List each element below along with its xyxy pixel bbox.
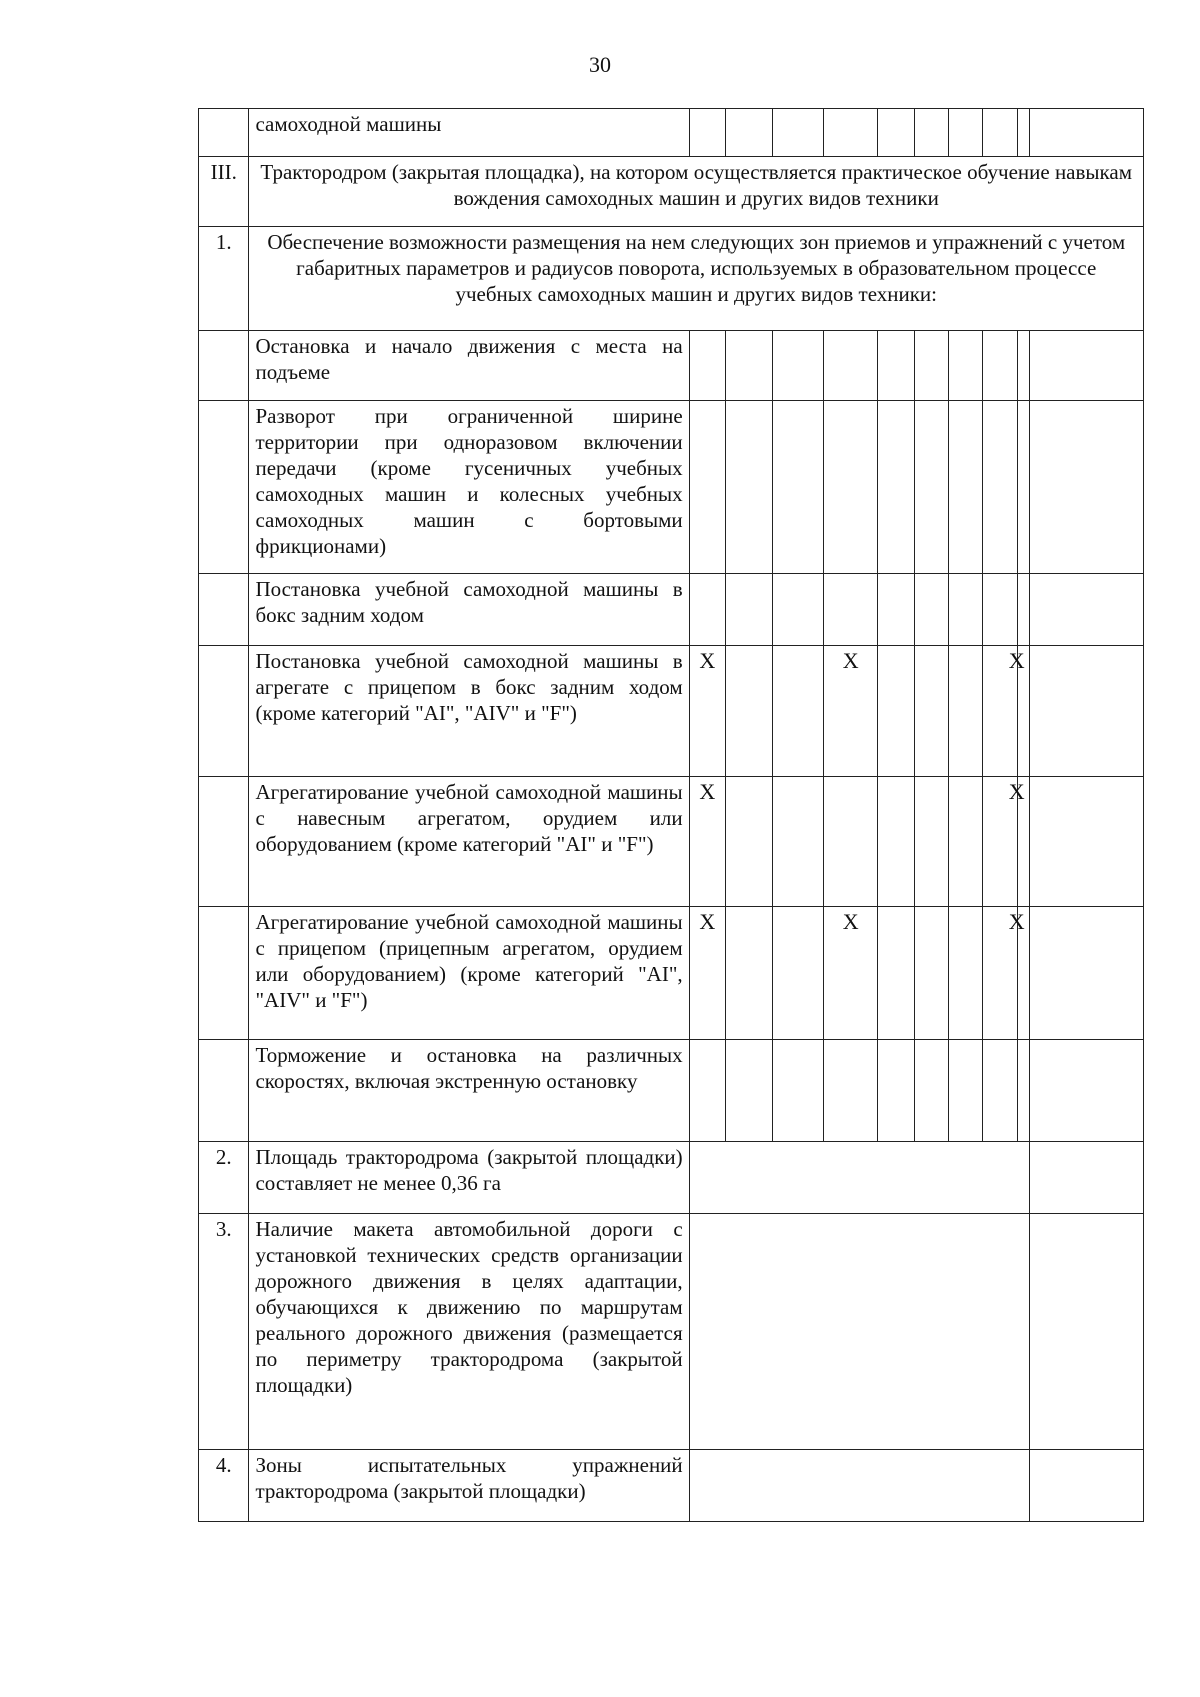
table-row	[199, 109, 1144, 157]
item-row	[199, 1450, 1144, 1522]
grid-cell	[1029, 1214, 1143, 1450]
mark-cell	[773, 646, 823, 777]
mark-cell	[726, 907, 773, 1040]
grid-cell	[1029, 1142, 1143, 1214]
item-text: Площадь трактородрома (закрытой площадки) составляет не менее 0,36 га	[249, 1142, 689, 1214]
mark-cell	[1029, 574, 1143, 646]
mark-cell	[878, 646, 914, 777]
row-number-empty	[199, 646, 249, 777]
mark-cell	[1008, 777, 1029, 907]
item-number: 1.	[199, 227, 249, 331]
mark-cell	[1029, 331, 1143, 401]
merged-cell	[689, 1450, 1029, 1522]
mark-cell	[878, 574, 914, 646]
grid-cell	[983, 109, 1017, 157]
sub-item-text: Разворот при ограниченной ширине территории при одноразовом включении передачи (кроме гусеничных учебных самоходных машин и колесных учебных самоходных машин с бортовыми фрикционами)	[249, 401, 689, 574]
sub-row	[199, 907, 1144, 1040]
mark-cell	[689, 401, 725, 574]
grid-cell	[1017, 109, 1029, 157]
merged-cell	[689, 1142, 1029, 1214]
mark-cell	[773, 777, 823, 907]
mark-cell	[726, 646, 773, 777]
mark-cell	[773, 574, 823, 646]
grid-cell	[949, 109, 983, 157]
mark-cell	[1029, 401, 1143, 574]
mark-cell	[949, 331, 983, 401]
mark-cell	[1008, 907, 1029, 1040]
mark-cell	[1029, 907, 1143, 1040]
mark-cell	[726, 574, 773, 646]
continuation-text: самоходной машины	[249, 109, 689, 157]
row-number-empty	[199, 401, 249, 574]
mark-cell	[773, 331, 823, 401]
mark-cell	[1029, 777, 1143, 907]
sub-row	[199, 574, 1144, 646]
sub-row	[199, 1040, 1144, 1142]
section-title: Трактородром (закрытая площадка), на котором осуществляется практическое обучение навыкам вождения самоходных машин и других видов техники	[249, 157, 1144, 227]
row-number-empty	[199, 331, 249, 401]
mark-cell	[689, 574, 725, 646]
mark-cell	[689, 1040, 725, 1142]
mark-cell	[726, 777, 773, 907]
grid-cell	[689, 109, 725, 157]
mark-cell	[726, 331, 773, 401]
mark-cell	[949, 777, 983, 907]
mark-cell	[1017, 331, 1029, 401]
mark-cell	[823, 777, 878, 907]
grid-cell	[726, 109, 773, 157]
row-number-empty	[199, 109, 249, 157]
mark-cell: X	[823, 907, 878, 1040]
sub-item-text: Агрегатирование учебной самоходной машины с прицепом (прицепным агрегатом, орудием или оборудованием) (кроме категорий "AI", "AIV" и "F")	[249, 907, 689, 1040]
mark-cell: X	[689, 646, 725, 777]
item-number: 2.	[199, 1142, 249, 1214]
mark-cell	[823, 401, 878, 574]
grid-cell	[823, 109, 878, 157]
section-row	[199, 157, 1144, 227]
sub-row	[199, 777, 1144, 907]
mark-cell	[949, 401, 983, 574]
sub-item-text: Постановка учебной самоходной машины в агрегате с прицепом в бокс задним ходом (кроме категорий "AI", "AIV" и "F")	[249, 646, 689, 777]
mark-cell	[878, 777, 914, 907]
requirements-table	[198, 108, 1144, 1522]
mark-cell	[1029, 646, 1143, 777]
item-text: Обеспечение возможности размещения на нем следующих зон приемов и упражнений с учетом габаритных параметров и радиусов поворота, используемых в образовательном процессе учебных самоходных машин и других видов техники:	[249, 227, 1144, 331]
sub-item-text: Постановка учебной самоходной машины в бокс задним ходом	[249, 574, 689, 646]
mark-cell	[823, 574, 878, 646]
sub-item-text: Агрегатирование учебной самоходной машины с навесным агрегатом, орудием или оборудованием (кроме категорий "AI" и "F")	[249, 777, 689, 907]
mark-cell	[914, 646, 948, 777]
mark-cell	[878, 907, 914, 1040]
row-number-empty	[199, 574, 249, 646]
mark-cell	[983, 574, 1017, 646]
mark-text: X	[1008, 779, 1025, 804]
mark-cell	[726, 1040, 773, 1142]
mark-cell	[914, 574, 948, 646]
mark-cell	[983, 1040, 1017, 1142]
mark-cell	[1017, 401, 1029, 574]
mark-cell: X	[823, 646, 878, 777]
item-number: 4.	[199, 1450, 249, 1522]
mark-cell	[983, 331, 1017, 401]
mark-cell	[1017, 574, 1029, 646]
row-number-empty	[199, 907, 249, 1040]
mark-cell	[878, 401, 914, 574]
mark-cell	[983, 401, 1017, 574]
grid-cell	[1029, 1450, 1143, 1522]
sub-row	[199, 401, 1144, 574]
grid-cell	[914, 109, 948, 157]
grid-cell	[773, 109, 823, 157]
mark-cell	[1008, 646, 1029, 777]
row-number-empty	[199, 1040, 249, 1142]
item-row	[199, 227, 1144, 331]
sub-row	[199, 646, 1144, 777]
sub-item-text: Торможение и остановка на различных скоростях, включая экстренную остановку	[249, 1040, 689, 1142]
mark-cell	[823, 331, 878, 401]
mark-cell	[726, 401, 773, 574]
mark-text: X	[1008, 648, 1025, 673]
mark-cell	[914, 1040, 948, 1142]
sub-row	[199, 331, 1144, 401]
mark-text: X	[1008, 909, 1025, 934]
merged-cell	[689, 1214, 1029, 1450]
section-number: III.	[199, 157, 249, 227]
mark-cell: X	[689, 777, 725, 907]
mark-cell	[689, 331, 725, 401]
item-row	[199, 1214, 1144, 1450]
sub-item-text: Остановка и начало движения с места на подъеме	[249, 331, 689, 401]
item-row	[199, 1142, 1144, 1214]
mark-cell	[949, 646, 983, 777]
mark-cell	[773, 401, 823, 574]
mark-cell	[949, 574, 983, 646]
mark-cell	[914, 401, 948, 574]
row-number-empty	[199, 777, 249, 907]
mark-cell	[1017, 1040, 1029, 1142]
page-number: 30	[589, 52, 611, 77]
grid-cell	[878, 109, 914, 157]
mark-cell	[878, 331, 914, 401]
item-text: Зоны испытательных упражнений трактородрома (закрытой площадки)	[249, 1450, 689, 1522]
mark-cell	[773, 907, 823, 1040]
mark-cell	[914, 331, 948, 401]
mark-cell	[914, 777, 948, 907]
mark-cell	[878, 1040, 914, 1142]
mark-cell	[1029, 1040, 1143, 1142]
mark-cell	[949, 1040, 983, 1142]
mark-cell	[949, 907, 983, 1040]
mark-cell	[773, 1040, 823, 1142]
item-number: 3.	[199, 1214, 249, 1450]
item-text: Наличие макета автомобильной дороги с установкой технических средств организации дорожного движения в целях адаптации, обучающихся к движению по маршрутам реального дорожного движения (размещается по периметру трактородрома (закрытой площадки)	[249, 1214, 689, 1450]
mark-cell	[914, 907, 948, 1040]
grid-cell	[1029, 109, 1143, 157]
mark-cell: X	[689, 907, 725, 1040]
mark-cell	[823, 1040, 878, 1142]
